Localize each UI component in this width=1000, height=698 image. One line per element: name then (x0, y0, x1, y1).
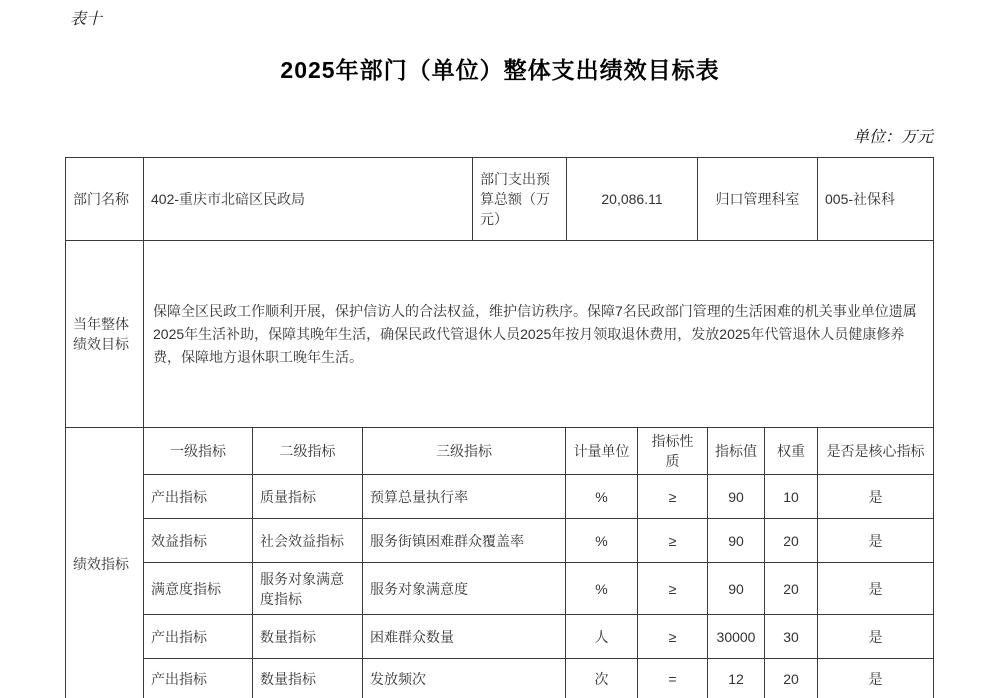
cell-level3: 服务街镇困难群众覆盖率 (363, 519, 566, 563)
cell-weight: 20 (765, 563, 818, 615)
table-row (66, 563, 934, 615)
table-row (66, 475, 934, 519)
cell-value: 90 (708, 519, 765, 563)
cell-nature: ≥ (638, 615, 708, 659)
table-row (66, 659, 934, 698)
indicators-header-row (66, 428, 934, 475)
budget-total-value: 20,086.11 (567, 158, 698, 241)
header-core: 是否是核心指标 (818, 428, 934, 475)
department-info-table (65, 157, 934, 241)
cell-unit: % (566, 519, 638, 563)
header-weight: 权重 (765, 428, 818, 475)
cell-weight: 30 (765, 615, 818, 659)
cell-weight: 20 (765, 659, 818, 698)
cell-core: 是 (818, 659, 934, 698)
performance-target-table (65, 157, 933, 698)
cell-weight: 10 (765, 475, 818, 519)
header-level2: 二级指标 (253, 428, 363, 475)
cell-core: 是 (818, 475, 934, 519)
cell-level2: 数量指标 (253, 615, 363, 659)
header-level1: 一级指标 (144, 428, 253, 475)
cell-level2: 社会效益指标 (253, 519, 363, 563)
dept-name-label: 部门名称 (66, 158, 144, 241)
cell-core: 是 (818, 563, 934, 615)
cell-unit: 人 (566, 615, 638, 659)
cell-level2: 数量指标 (253, 659, 363, 698)
cell-value: 12 (708, 659, 765, 698)
cell-level3: 发放频次 (363, 659, 566, 698)
annual-goal-table (65, 240, 934, 428)
table-row (66, 158, 934, 241)
annual-goal-label: 当年整体绩效目标 (66, 241, 144, 428)
cell-nature: ≥ (638, 519, 708, 563)
dept-name-value: 402-重庆市北碚区民政局 (144, 158, 473, 241)
header-nature: 指标性质 (638, 428, 708, 475)
header-level3: 三级指标 (363, 428, 566, 475)
table-row (66, 241, 934, 428)
indicators-table (65, 427, 934, 698)
cell-level1: 产出指标 (144, 659, 253, 698)
table-row (66, 519, 934, 563)
cell-core: 是 (818, 519, 934, 563)
cell-level1: 产出指标 (144, 475, 253, 519)
managing-office-value: 005-社保科 (818, 158, 934, 241)
header-unit: 计量单位 (566, 428, 638, 475)
unit-note: 单位：万元 (852, 129, 933, 146)
cell-nature: ≥ (638, 563, 708, 615)
cell-level1: 效益指标 (144, 519, 253, 563)
table-row (66, 615, 934, 659)
cell-unit: % (566, 475, 638, 519)
cell-level3: 预算总量执行率 (363, 475, 566, 519)
header-value: 指标值 (708, 428, 765, 475)
cell-level2: 服务对象满意度指标 (253, 563, 363, 615)
indicators-section-label: 绩效指标 (66, 428, 144, 698)
cell-nature: = (638, 659, 708, 698)
cell-value: 30000 (708, 615, 765, 659)
cell-level2: 质量指标 (253, 475, 363, 519)
cell-weight: 20 (765, 519, 818, 563)
form-number-label: 表十 (70, 11, 103, 28)
managing-office-label: 归口管理科室 (698, 158, 818, 241)
cell-value: 90 (708, 475, 765, 519)
cell-level1: 满意度指标 (144, 563, 253, 615)
cell-core: 是 (818, 615, 934, 659)
cell-level3: 困难群众数量 (363, 615, 566, 659)
cell-unit: % (566, 563, 638, 615)
cell-level1: 产出指标 (144, 615, 253, 659)
annual-goal-text: 保障全区民政工作顺利开展，保护信访人的合法权益，维护信访秩序。保障7名民政部门管理的生活困难的机关事业单位遗属2025年生活补助，保障其晚年生活，确保民政代管退休人员2025年按月领取退休费用，发放2025年代管退休人员健康修养费，保障地方退休职工晚年生活。 (144, 241, 934, 428)
cell-level3: 服务对象满意度 (363, 563, 566, 615)
cell-nature: ≥ (638, 475, 708, 519)
cell-unit: 次 (566, 659, 638, 698)
cell-value: 90 (708, 563, 765, 615)
page-title: 2025年部门（单位）整体支出绩效目标表 (280, 57, 720, 83)
budget-total-label: 部门支出预算总额（万元） (473, 158, 567, 241)
